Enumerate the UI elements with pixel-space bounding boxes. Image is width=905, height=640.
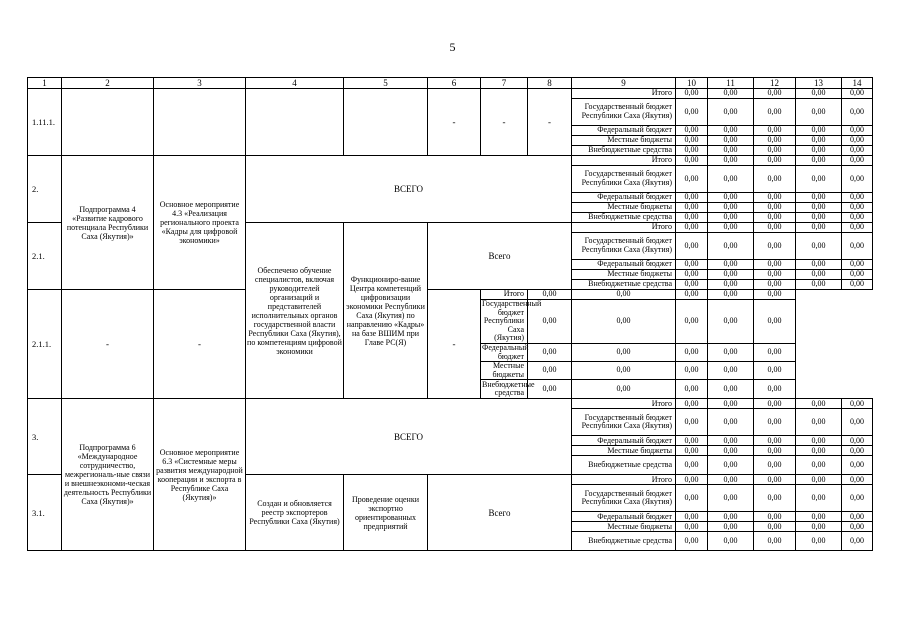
budget-table <box>27 77 873 551</box>
source-label: Итого <box>481 290 528 300</box>
amount-cell: 0,00 <box>708 343 754 361</box>
amount-cell: 0,00 <box>796 260 842 270</box>
amount-cell: 0,00 <box>708 193 754 203</box>
amount-cell: 0,00 <box>708 532 754 551</box>
amount-cell: 0,00 <box>796 136 842 146</box>
amount-cell: 0,00 <box>676 166 708 193</box>
source-label: Местные бюджеты <box>572 136 676 146</box>
amount-cell: 0,00 <box>528 362 572 380</box>
amount-cell: 0,00 <box>796 146 842 156</box>
column-header: 7 <box>481 78 528 89</box>
amount-cell: 0,00 <box>842 193 873 203</box>
amount-cell: 0,00 <box>754 300 796 344</box>
amount-cell: 0,00 <box>708 290 754 300</box>
amount-cell: 0,00 <box>708 126 754 136</box>
amount-cell: 0,00 <box>796 166 842 193</box>
amount-cell: 0,00 <box>754 146 796 156</box>
amount-cell: 0,00 <box>572 290 676 300</box>
amount-cell: 0,00 <box>754 399 796 409</box>
amount-cell: 0,00 <box>754 362 796 380</box>
amount-cell: 0,00 <box>796 532 842 551</box>
amount-cell: 0,00 <box>842 203 873 213</box>
amount-cell: 0,00 <box>842 146 873 156</box>
amount-cell: 0,00 <box>754 233 796 260</box>
amount-cell: 0,00 <box>708 280 754 290</box>
amount-cell: 0,00 <box>708 436 754 446</box>
amount-cell: 0,00 <box>754 166 796 193</box>
amount-cell: 0,00 <box>676 146 708 156</box>
row-code: 2. <box>28 156 62 223</box>
amount-cell: 0,00 <box>754 203 796 213</box>
amount-cell: 0,00 <box>842 280 873 290</box>
column-header: 6 <box>428 78 481 89</box>
col7-cell: - <box>154 290 246 399</box>
amount-cell: 0,00 <box>796 223 842 233</box>
amount-cell: 0,00 <box>796 156 842 166</box>
amount-cell: 0,00 <box>708 456 754 475</box>
amount-cell: 0,00 <box>796 409 842 436</box>
source-label: Федеральный бюджет <box>572 193 676 203</box>
amount-cell: 0,00 <box>754 126 796 136</box>
amount-cell: 0,00 <box>754 136 796 146</box>
amount-cell: 0,00 <box>708 399 754 409</box>
amount-cell: 0,00 <box>676 203 708 213</box>
amount-cell: 0,00 <box>754 193 796 203</box>
amount-cell: 0,00 <box>676 380 708 399</box>
amount-cell: 0,00 <box>676 233 708 260</box>
amount-cell: 0,00 <box>708 136 754 146</box>
source-label: Внебюджетные средства <box>572 280 676 290</box>
vsego-cell: Всего <box>428 475 572 551</box>
column-header: 14 <box>842 78 873 89</box>
activity-cell: Проведение оценки экспортно ориентированных предприятий <box>344 475 428 551</box>
amount-cell: 0,00 <box>676 260 708 270</box>
amount-cell: 0,00 <box>796 456 842 475</box>
vsego-cell: ВСЕГО <box>246 399 572 475</box>
column-header: 1 <box>28 78 62 89</box>
amount-cell: 0,00 <box>676 300 708 344</box>
row-code: 3. <box>28 399 62 475</box>
column-header: 13 <box>796 78 842 89</box>
amount-cell: 0,00 <box>708 146 754 156</box>
source-label: Внебюджетные средства <box>572 456 676 475</box>
amount-cell: 0,00 <box>676 409 708 436</box>
amount-cell: 0,00 <box>796 203 842 213</box>
amount-cell: 0,00 <box>796 233 842 260</box>
amount-cell: 0,00 <box>754 270 796 280</box>
amount-cell: 0,00 <box>754 223 796 233</box>
source-label: Местные бюджеты <box>572 203 676 213</box>
amount-cell: 0,00 <box>842 399 873 409</box>
amount-cell: 0,00 <box>796 512 842 522</box>
page-number: 5 <box>449 40 456 54</box>
amount-cell: 0,00 <box>754 512 796 522</box>
amount-cell: 0,00 <box>572 300 676 344</box>
amount-cell: 0,00 <box>708 485 754 512</box>
source-label: Государственный бюджет Республики Саха (Якутия) <box>572 99 676 126</box>
amount-cell: 0,00 <box>676 485 708 512</box>
amount-cell: 0,00 <box>708 409 754 436</box>
measure-cell: Основное мероприятие 6.3 «Системные меры развития международной кооперации и экспорта в Республике Саха (Якутия)» <box>154 399 246 551</box>
amount-cell: 0,00 <box>708 203 754 213</box>
amount-cell: 0,00 <box>528 290 572 300</box>
amount-cell: 0,00 <box>842 270 873 280</box>
amount-cell: 0,00 <box>676 399 708 409</box>
source-label: Итого <box>572 475 676 485</box>
amount-cell: 0,00 <box>708 156 754 166</box>
amount-cell: 0,00 <box>842 475 873 485</box>
source-label: Внебюджетные средства <box>572 532 676 551</box>
amount-cell: 0,00 <box>842 166 873 193</box>
source-label: Внебюджетные средства <box>572 213 676 223</box>
amount-cell: 0,00 <box>676 436 708 446</box>
amount-cell: 0,00 <box>842 89 873 99</box>
source-label: Внебюджетные средства <box>572 146 676 156</box>
amount-cell: 0,00 <box>708 270 754 280</box>
table-row <box>28 399 873 409</box>
amount-cell: 0,00 <box>796 446 842 456</box>
source-label: Итого <box>572 156 676 166</box>
amount-cell: 0,00 <box>676 456 708 475</box>
amount-cell: 0,00 <box>754 446 796 456</box>
amount-cell: 0,00 <box>708 260 754 270</box>
amount-cell: 0,00 <box>796 126 842 136</box>
amount-cell: 0,00 <box>754 89 796 99</box>
amount-cell: 0,00 <box>842 233 873 260</box>
amount-cell: 0,00 <box>676 532 708 551</box>
row-code: 1.11.1. <box>28 89 62 156</box>
activity-cell <box>344 89 428 156</box>
header-row <box>28 78 873 89</box>
source-label: Местные бюджеты <box>572 270 676 280</box>
amount-cell: 0,00 <box>708 475 754 485</box>
source-label: Итого <box>572 399 676 409</box>
amount-cell: 0,00 <box>708 166 754 193</box>
col6-cell: - <box>428 89 481 156</box>
row-code: 2.1.1. <box>28 290 62 399</box>
amount-cell: 0,00 <box>754 456 796 475</box>
amount-cell: 0,00 <box>708 522 754 532</box>
amount-cell: 0,00 <box>754 156 796 166</box>
amount-cell: 0,00 <box>842 436 873 446</box>
result-cell: Создан и обновляется реестр экспортеров Республики Саха (Якутия) <box>246 475 344 551</box>
source-label: Федеральный бюджет <box>482 342 529 361</box>
amount-cell: 0,00 <box>676 512 708 522</box>
amount-cell: 0,00 <box>842 99 873 126</box>
amount-cell: 0,00 <box>572 362 676 380</box>
amount-cell: 0,00 <box>842 485 873 512</box>
amount-cell: 0,00 <box>676 446 708 456</box>
source-label: Федеральный бюджет <box>572 436 676 446</box>
amount-cell: 0,00 <box>708 223 754 233</box>
amount-cell: 0,00 <box>842 156 873 166</box>
source-label: Федеральный бюджет <box>572 126 676 136</box>
amount-cell: 0,00 <box>754 280 796 290</box>
amount-cell: 0,00 <box>676 136 708 146</box>
source-label: Местные бюджеты <box>572 446 676 456</box>
amount-cell: 0,00 <box>572 380 676 399</box>
column-header: 8 <box>528 78 572 89</box>
column-header: 5 <box>344 78 428 89</box>
amount-cell: 0,00 <box>754 290 796 300</box>
amount-cell: 0,00 <box>676 213 708 223</box>
amount-cell: 0,00 <box>528 343 572 361</box>
col7-cell: - <box>481 89 528 156</box>
amount-cell: 0,00 <box>796 485 842 512</box>
amount-cell: 0,00 <box>796 270 842 280</box>
source-label: Местные бюджеты <box>481 362 528 380</box>
row-code: 3.1. <box>28 475 62 551</box>
amount-cell: 0,00 <box>842 512 873 522</box>
amount-cell: 0,00 <box>754 532 796 551</box>
amount-cell: 0,00 <box>796 213 842 223</box>
amount-cell: 0,00 <box>708 213 754 223</box>
amount-cell: 0,00 <box>708 362 754 380</box>
amount-cell: 0,00 <box>708 233 754 260</box>
amount-cell: 0,00 <box>708 380 754 399</box>
column-header: 11 <box>708 78 754 89</box>
source-label: Итого <box>572 223 676 233</box>
source-label: Внебюджетные средства <box>482 379 535 398</box>
measure-cell: Основное мероприятие 4.3 «Реализация регионального проекта «Кадры для цифровой экономики» <box>154 156 246 290</box>
amount-cell: 0,00 <box>754 522 796 532</box>
amount-cell: 0,00 <box>842 260 873 270</box>
amount-cell: 0,00 <box>754 260 796 270</box>
source-label: Федеральный бюджет <box>572 260 676 270</box>
source-label: Государственный бюджет Республики Саха (Якутия) <box>572 233 676 260</box>
amount-cell: 0,00 <box>676 193 708 203</box>
amount-cell: 0,00 <box>796 193 842 203</box>
table-row <box>28 290 873 300</box>
source-label: Государственный бюджет Республики Саха (Якутия) <box>572 166 676 193</box>
amount-cell: 0,00 <box>708 512 754 522</box>
col8-cell: - <box>428 290 481 399</box>
amount-cell: 0,00 <box>796 89 842 99</box>
amount-cell: 0,00 <box>676 343 708 361</box>
source-label: Государственный бюджет Республики Саха (Якутия) <box>572 409 676 436</box>
amount-cell: 0,00 <box>796 475 842 485</box>
amount-cell: 0,00 <box>754 380 796 399</box>
col8-cell: - <box>528 89 572 156</box>
table-row <box>28 156 873 166</box>
amount-cell: 0,00 <box>842 522 873 532</box>
row-code: 2.1. <box>28 223 62 290</box>
col6-cell: - <box>62 290 154 399</box>
column-header: 3 <box>154 78 246 89</box>
amount-cell: 0,00 <box>676 156 708 166</box>
subprogram-cell: Подпрограмма 6 «Международное сотрудничество, межрегиональ-ные связи и внешнеэкономи-ческая деятельность Республики Саха (Якутия)» <box>62 399 154 551</box>
column-header: 12 <box>754 78 796 89</box>
column-header: 4 <box>246 78 344 89</box>
amount-cell: 0,00 <box>708 99 754 126</box>
subprogram-cell <box>62 89 154 156</box>
source-label: Итого <box>572 89 676 99</box>
amount-cell: 0,00 <box>708 300 754 344</box>
table-row <box>28 89 873 99</box>
amount-cell: 0,00 <box>842 532 873 551</box>
column-header: 2 <box>62 78 154 89</box>
amount-cell: 0,00 <box>842 136 873 146</box>
amount-cell: 0,00 <box>796 99 842 126</box>
amount-cell: 0,00 <box>842 409 873 436</box>
amount-cell: 0,00 <box>754 99 796 126</box>
amount-cell: 0,00 <box>842 446 873 456</box>
result-cell <box>246 89 344 156</box>
amount-cell: 0,00 <box>754 409 796 436</box>
vsego-cell: ВСЕГО <box>246 156 572 223</box>
amount-cell: 0,00 <box>842 223 873 233</box>
column-header: 9 <box>572 78 676 89</box>
amount-cell: 0,00 <box>528 380 572 399</box>
column-header: 10 <box>676 78 708 89</box>
amount-cell: 0,00 <box>676 223 708 233</box>
amount-cell: 0,00 <box>754 436 796 446</box>
amount-cell: 0,00 <box>676 475 708 485</box>
amount-cell: 0,00 <box>572 343 676 361</box>
subprogram-cell: Подпрограмма 4 «Развитие кадрового потенциала Республики Саха (Якутия)» <box>62 156 154 290</box>
amount-cell: 0,00 <box>796 436 842 446</box>
amount-cell: 0,00 <box>528 300 572 344</box>
amount-cell: 0,00 <box>676 280 708 290</box>
amount-cell: 0,00 <box>842 126 873 136</box>
amount-cell: 0,00 <box>676 126 708 136</box>
source-label: Государственный бюджет Республики Саха (Якутия) <box>572 485 676 512</box>
amount-cell: 0,00 <box>796 399 842 409</box>
activity-cell: Функциониро-вание Центра компетенций цифровизации экономики Республики Саха (Якутия) по направлению «Кадры» на базе ВШИМ при Главе РС(Я) <box>344 223 428 399</box>
amount-cell: 0,00 <box>676 290 708 300</box>
measure-cell <box>154 89 246 156</box>
amount-cell: 0,00 <box>708 446 754 456</box>
amount-cell: 0,00 <box>842 213 873 223</box>
vsego-cell: Всего <box>428 223 572 290</box>
amount-cell: 0,00 <box>676 270 708 280</box>
amount-cell: 0,00 <box>754 485 796 512</box>
amount-cell: 0,00 <box>676 89 708 99</box>
amount-cell: 0,00 <box>754 343 796 361</box>
amount-cell: 0,00 <box>842 456 873 475</box>
amount-cell: 0,00 <box>708 89 754 99</box>
result-cell: Обеспечено обучение специалистов, включая руководителей организаций и представителей исполнительных органов государственной власти Республики Саха (Якутия), по компетенциям цифровой экономики <box>246 223 344 399</box>
amount-cell: 0,00 <box>676 99 708 126</box>
source-label: Государственный бюджет Республики Саха (Якутия) <box>482 299 542 343</box>
amount-cell: 0,00 <box>796 522 842 532</box>
amount-cell: 0,00 <box>676 522 708 532</box>
amount-cell: 0,00 <box>754 213 796 223</box>
amount-cell: 0,00 <box>796 280 842 290</box>
source-label: Местные бюджеты <box>572 522 676 532</box>
amount-cell: 0,00 <box>676 362 708 380</box>
source-label: Федеральный бюджет <box>572 512 676 522</box>
amount-cell: 0,00 <box>754 475 796 485</box>
